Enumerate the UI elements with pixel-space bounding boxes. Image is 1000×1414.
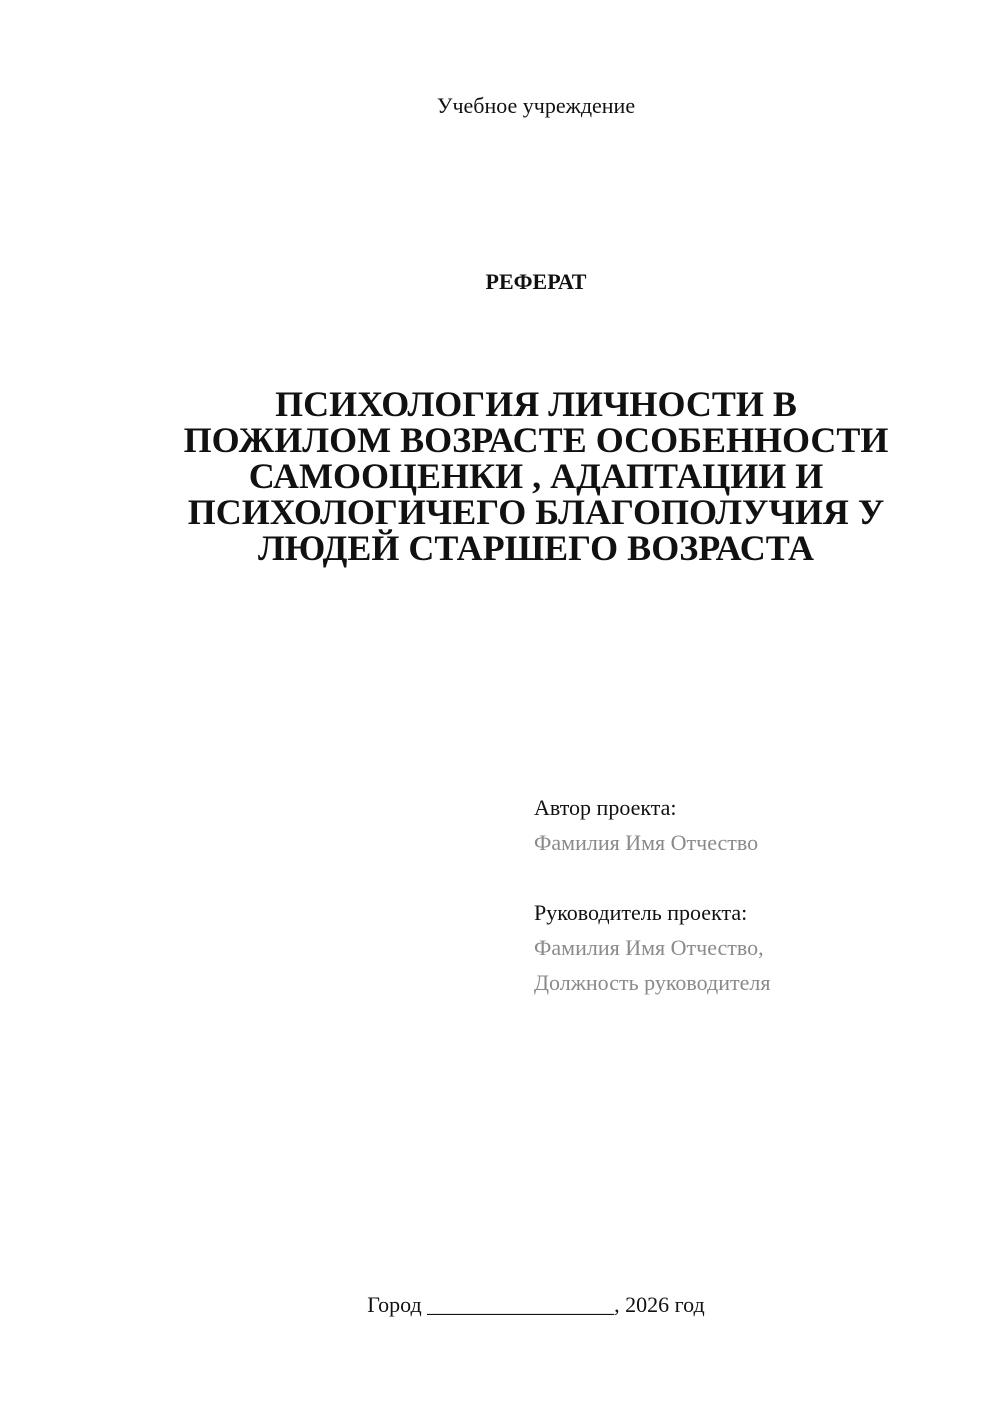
document-title xyxy=(130,386,942,566)
title-line: ПСИХОЛОГИЧЕГО БЛАГОПОЛУЧИЯ У xyxy=(187,492,885,532)
institution-name: Учебное учреждение xyxy=(436,93,636,118)
title-line: ПСИХОЛОГИЯ ЛИЧНОСТИ В xyxy=(275,384,797,424)
title-line: ЛЮДЕЙ СТАРШЕГО ВОЗРАСТА xyxy=(257,528,814,568)
document-type: РЕФЕРАТ xyxy=(485,269,587,294)
city-year-line: Город _________________, 2026 год xyxy=(367,1292,705,1317)
spacer xyxy=(534,860,974,895)
supervisor-name: Фамилия Имя Отчество, xyxy=(534,935,764,960)
title-line: САМООЦЕНКИ , АДАПТАЦИИ И xyxy=(248,456,824,496)
author-name: Фамилия Имя Отчество xyxy=(534,830,759,855)
title-line: ПОЖИЛОМ ВОЗРАСТЕ ОСОБЕННОСТИ xyxy=(183,420,889,460)
credits-block xyxy=(534,790,974,1000)
supervisor-label: Руководитель проекта: xyxy=(534,900,748,925)
author-label: Автор проекта: xyxy=(534,795,677,820)
supervisor-position: Должность руководителя xyxy=(534,970,771,995)
